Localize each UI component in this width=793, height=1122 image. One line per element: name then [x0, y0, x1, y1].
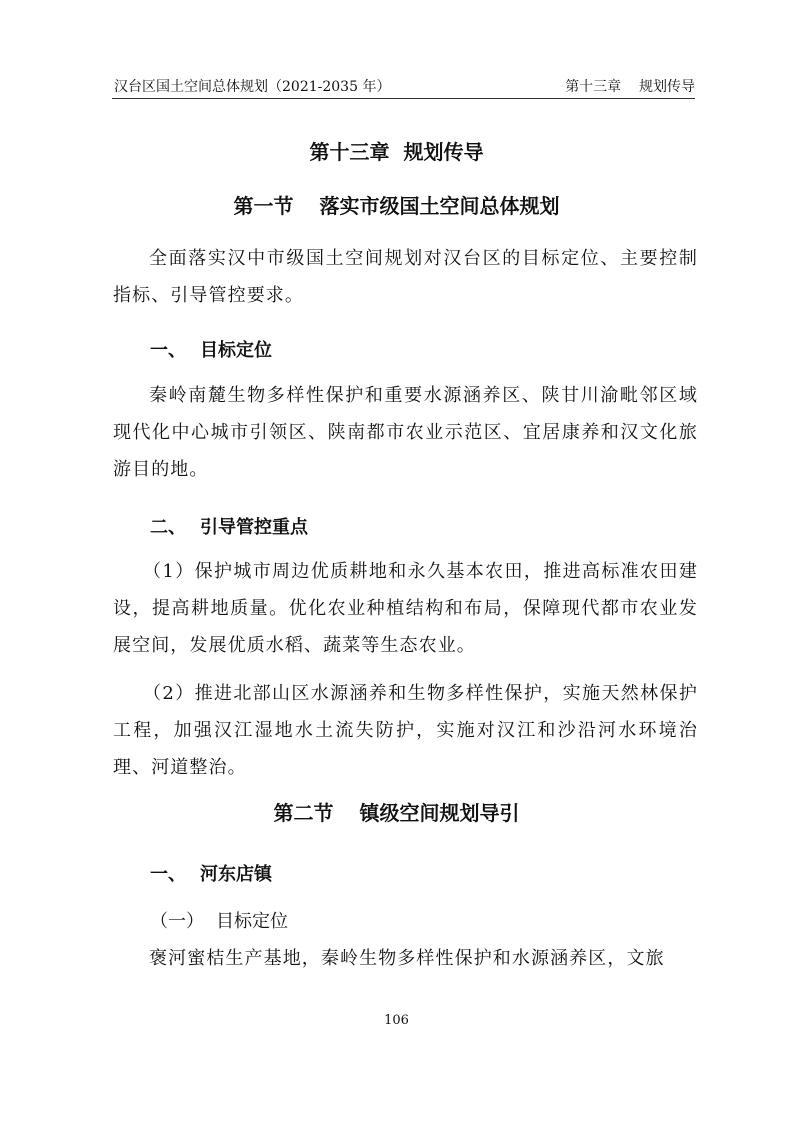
chapter-title: 第十三章 规划传导 [309, 140, 484, 164]
subheading-title: 目标定位 [200, 340, 272, 361]
header-document-title: 汉台区国土空间总体规划（2021-2035 年） [114, 79, 391, 95]
subheading-number: 二、 [150, 517, 186, 538]
town-goal-paragraph: 褒河蜜桔生产基地，秦岭生物多样性保护和水源涵养区，文旅 [149, 948, 665, 969]
intro-paragraph: 全面落实汉中市级国土空间规划对汉台区的目标定位、主要控制指标、引导管控要求。 [113, 248, 698, 306]
sub-subheading-goal [150, 907, 288, 933]
subheading-control [150, 513, 308, 539]
subheading-number: 一、 [150, 864, 186, 885]
section-heading-1 [0, 190, 793, 219]
subheading-number: 一、 [150, 340, 186, 361]
control-paragraph-1: （1）保护城市周边优质耕地和永久基本农田，推进高标准农田建设，提高耕地质量。优化农业种植结构和布局，保障现代都市农业发展空间，发展优质水稻、蔬菜等生态农业。 [113, 561, 698, 656]
section-number: 第二节 [273, 801, 334, 825]
subheading-town [150, 860, 272, 886]
sub-subheading-title: 目标定位 [216, 911, 288, 932]
subheading-title: 河东店镇 [200, 864, 272, 885]
sub-subheading-number: （一） [150, 911, 204, 932]
section-title: 镇级空间规划导引 [359, 801, 520, 825]
section-heading-2 [0, 797, 793, 826]
page-header [112, 72, 695, 99]
header-chapter-label: 第十三章 规划传导 [565, 79, 695, 95]
section-number: 第一节 [233, 194, 294, 218]
page-number: 106 [384, 1013, 409, 1028]
subheading-goal [150, 336, 272, 362]
goal-paragraph: 秦岭南麓生物多样性保护和重要水源涵养区、陕甘川渝毗邻区域现代化中心城市引领区、陕南都市农业示范区、宜居康养和汉文化旅游目的地。 [113, 385, 698, 480]
control-paragraph-2: （2）推进北部山区水源涵养和生物多样性保护，实施天然林保护工程，加强汉江湿地水土流失防护，实施对汉江和沙沿河水环境治理、河道整治。 [113, 683, 698, 778]
subheading-title: 引导管控重点 [200, 517, 308, 538]
section-title: 落实市级国土空间总体规划 [319, 194, 560, 218]
